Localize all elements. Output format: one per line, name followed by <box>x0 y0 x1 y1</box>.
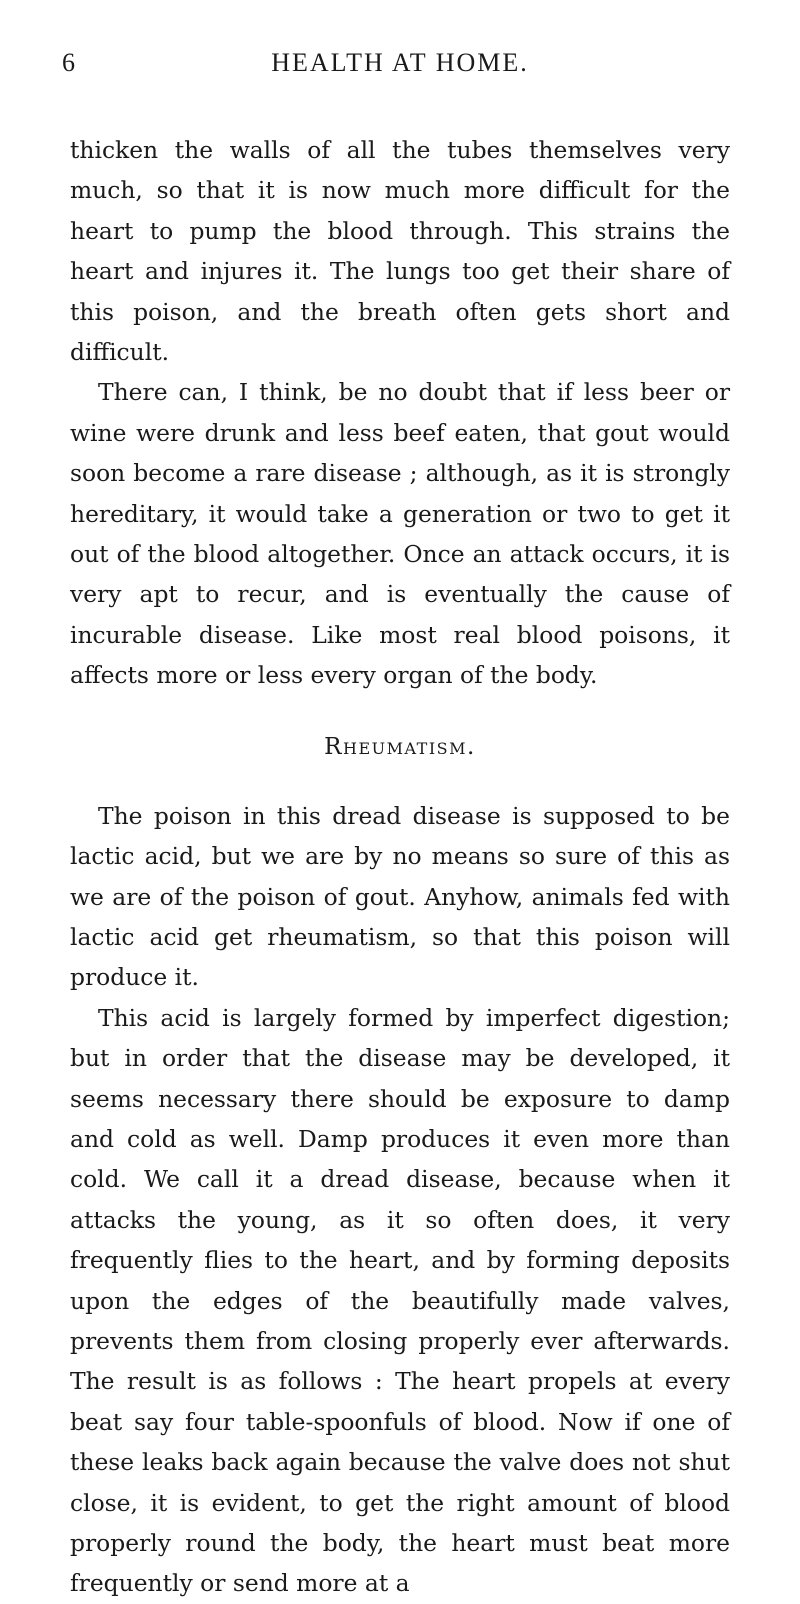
paragraph-rheumatism-poison: The poison in this dread disease is supposed to be lactic acid, but we are by no means so sure of this as we are of the poison of gout. Anyhow, animals fed with lactic acid get rheumatism, so that this poison will produce it. <box>70 801 730 992</box>
section-heading: Rheumatism. <box>324 733 476 760</box>
page-number: 6 <box>62 48 77 77</box>
paragraph-rheumatism-cause: This acid is largely formed by imperfect digestion; but in order that the disease may be developed, it seems necessary there should be exposure to damp and cold as well. Damp produces it even more than cold. We call it a dread disease, because when it attacks the young, as it so often does, it very frequently flies to the heart, and by forming deposits upon the edges of the beautifully made valves, prevents them from closing properly ever afterwards. The result is as follows : The heart propels at every beat say four table-spoonfuls of blood. Now if one of these leaks back again because the valve does not shut close, it is evident, to get the right amount of blood properly round the body, the heart must beat more frequently or send more at a <box>70 1003 730 1598</box>
paragraph-continuation: thicken the walls of all the tubes themselves very much, so that it is now much more difficult for the heart to pump the blood through. This strains the heart and injures it. The lungs too get their share of this poison, and the breath often gets short and difficult. <box>70 136 730 367</box>
running-head <box>62 48 730 88</box>
paragraph-gout-conclusion: There can, I think, be no doubt that if less beer or wine were drunk and less beef eaten, that gout would soon become a rare disease ; although, as it is strongly hereditary, it would take a generation or two to get it out of the blood altogether. Once an attack occurs, it is very apt to recur, and is eventually the cause of incurable disease. Like most real blood poisons, it affects more or less every organ of the body. <box>70 378 730 690</box>
running-title: HEALTH AT HOME. <box>271 48 529 77</box>
book-page <box>62 48 730 1604</box>
